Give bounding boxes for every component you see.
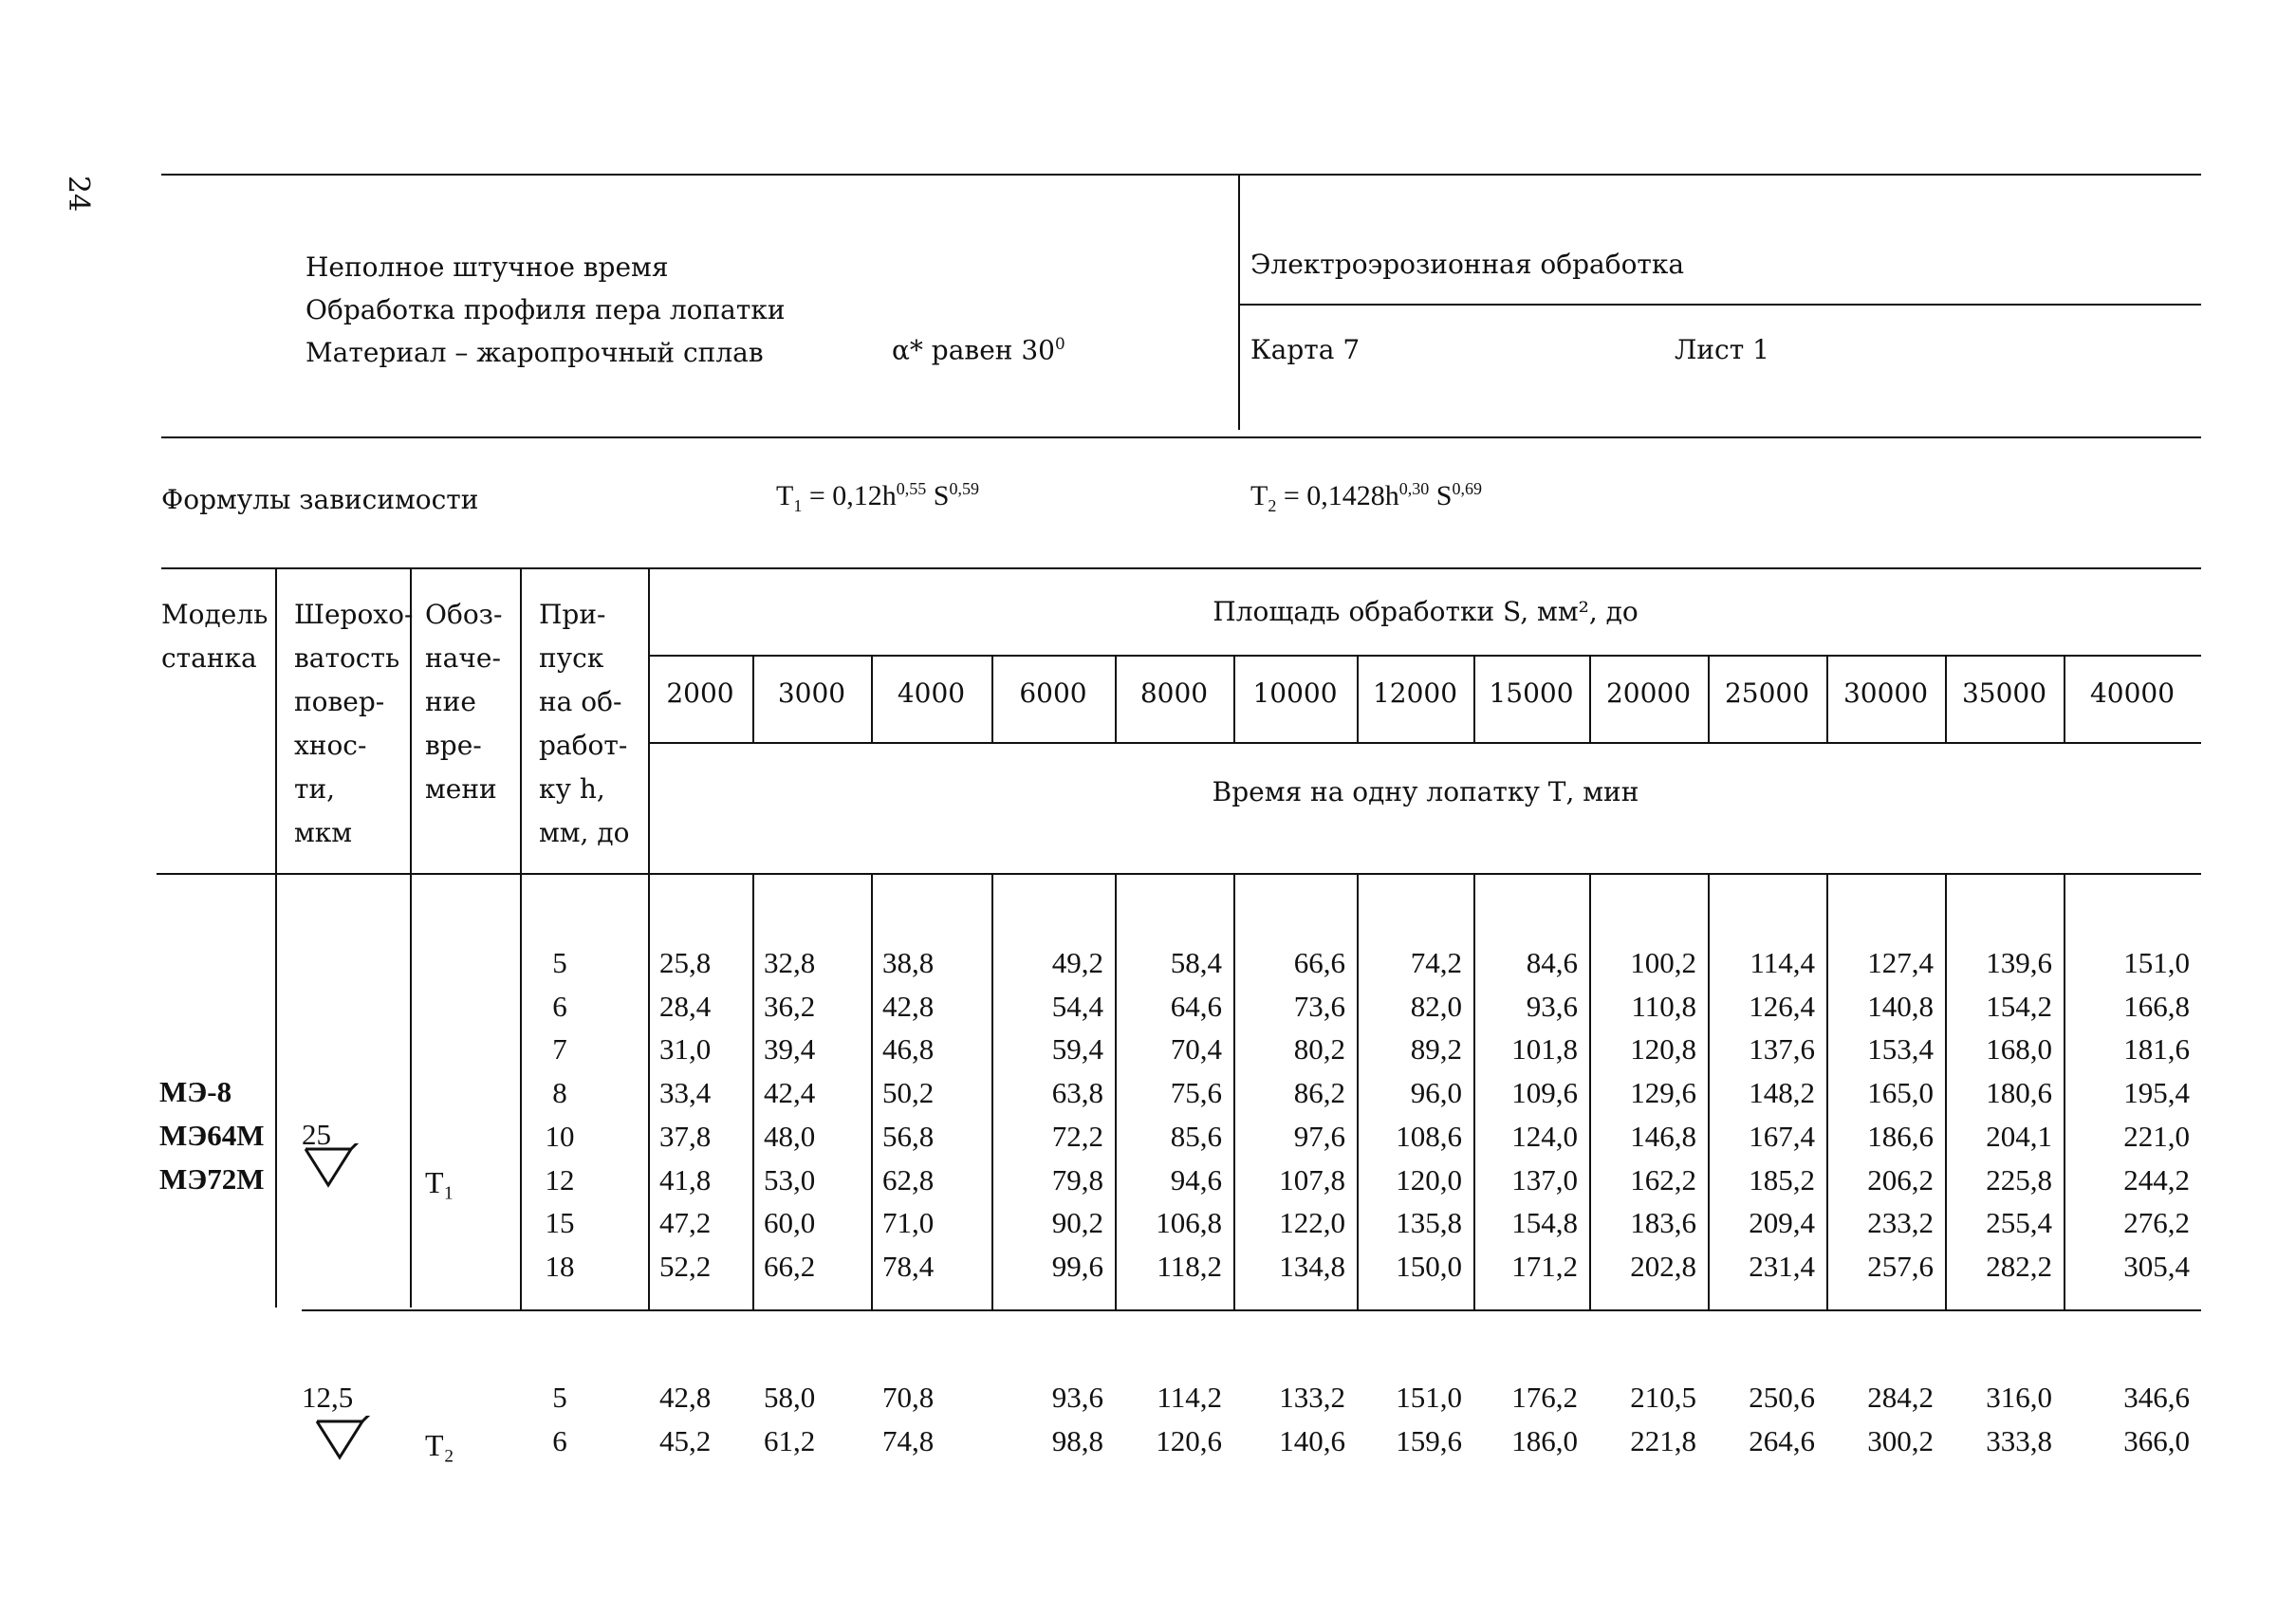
group1-time-cell: 126,4 xyxy=(1749,989,1815,1023)
formula-t1-base: T xyxy=(776,480,794,511)
group1-time-cell: 78,4 xyxy=(882,1249,935,1283)
group2-time-cell: 133,2 xyxy=(1279,1381,1345,1414)
group1-time-cell: 73,6 xyxy=(1293,989,1345,1023)
group1-time-cell: 153,4 xyxy=(1867,1032,1934,1067)
group1-time-cell: 52,2 xyxy=(659,1249,712,1283)
area-col-header: 3000 xyxy=(777,677,846,709)
area-col-header: 2000 xyxy=(666,677,734,709)
col-header-model: Модель станка xyxy=(161,599,268,674)
body-col-line xyxy=(871,873,873,1309)
col-header-roughness: Шерохо- ватость повер- хнос- ти, мкм xyxy=(294,599,414,848)
group1-time-cell: 66,6 xyxy=(1293,946,1345,979)
machine-model-3: МЭ72М xyxy=(159,1162,265,1196)
time-header: Время на одну лопатку Т, мин xyxy=(1212,776,1639,807)
group1-time-cell: 70,4 xyxy=(1170,1032,1222,1067)
group1-time-cell: 139,6 xyxy=(1986,946,2052,979)
group-separator-rule xyxy=(302,1309,2201,1311)
page-number: 24 xyxy=(62,176,95,213)
formula-t1 xyxy=(776,479,979,516)
group1-time-cell: 167,4 xyxy=(1749,1119,1815,1153)
group1-allowance-cell: 6 xyxy=(552,989,567,1023)
alpha-note-text: α* равен 30 xyxy=(892,334,1055,366)
group2-time-cell: 120,6 xyxy=(1156,1424,1222,1457)
header-right-rule xyxy=(1238,304,2201,306)
group1-time-cell: 137,6 xyxy=(1749,1032,1815,1067)
group1-time-cell: 282,2 xyxy=(1986,1249,2052,1283)
area-col-header: 25000 xyxy=(1724,677,1810,709)
process-title: Электроэрозионная обработка xyxy=(1250,249,1685,280)
group2-time-cell: 210,5 xyxy=(1630,1381,1696,1414)
group2-time-cell: 284,2 xyxy=(1867,1381,1934,1414)
group1-time-cell: 127,4 xyxy=(1867,946,1934,979)
group1-time-cell: 82,0 xyxy=(1410,989,1462,1023)
group1-time-cell: 154,8 xyxy=(1511,1206,1578,1240)
group1-allowance-cell: 8 xyxy=(552,1076,567,1110)
group2-time-cell: 176,2 xyxy=(1511,1381,1578,1414)
group1-time-cell: 54,4 xyxy=(1051,989,1103,1023)
formulas-label: Формулы зависимости xyxy=(161,484,479,515)
group1-time-cell: 39,4 xyxy=(764,1032,816,1067)
group1-time-cell: 180,6 xyxy=(1986,1076,2052,1110)
group2-time-cell: 333,8 xyxy=(1986,1424,2052,1457)
group2-allowance-cell: 6 xyxy=(552,1424,567,1457)
group1-time-cell: 181,6 xyxy=(2123,1032,2190,1067)
group1-time-cell: 195,4 xyxy=(2123,1076,2190,1110)
group1-time-cell: 150,0 xyxy=(1396,1249,1462,1283)
group1-time-cell: 28,4 xyxy=(659,989,712,1023)
group1-time-cell: 183,6 xyxy=(1630,1206,1696,1240)
group1-time-cell: 53,0 xyxy=(764,1162,816,1197)
alpha-note xyxy=(892,334,1065,365)
group1-time-cell: 185,2 xyxy=(1749,1162,1815,1197)
group1-time-cell: 84,6 xyxy=(1526,946,1578,979)
group1-time-cell: 36,2 xyxy=(764,989,816,1023)
formula-t2-expr: = 0,1428h xyxy=(1276,480,1399,511)
group1-time-cell: 114,4 xyxy=(1750,946,1815,979)
group1-time-cell: 72,2 xyxy=(1051,1119,1103,1153)
group1-time-cell: 90,2 xyxy=(1051,1206,1103,1240)
group1-time-cell: 96,0 xyxy=(1410,1076,1462,1110)
area-col-header: 10000 xyxy=(1252,677,1338,709)
alpha-note-degree: 0 xyxy=(1054,334,1065,353)
group2-time-cell: 61,2 xyxy=(764,1424,816,1457)
card-number: Карта 7 xyxy=(1250,334,1361,365)
group1-time-cell: 58,4 xyxy=(1170,946,1222,979)
group1-time-cell: 120,8 xyxy=(1630,1032,1696,1067)
area-col-header: 4000 xyxy=(897,677,966,709)
time-symbol-2: T₂ xyxy=(425,1428,454,1462)
group2-time-cell: 42,8 xyxy=(659,1381,712,1414)
formula-t2-base: T xyxy=(1250,480,1268,511)
body-col-line xyxy=(1708,873,1710,1309)
group1-time-cell: 129,6 xyxy=(1630,1076,1696,1110)
group1-time-cell: 31,0 xyxy=(659,1032,712,1067)
group1-time-cell: 56,8 xyxy=(882,1119,935,1153)
group1-time-cell: 148,2 xyxy=(1749,1076,1815,1110)
group1-allowance-cell: 10 xyxy=(545,1119,575,1153)
roughness-value-1: 25 xyxy=(302,1118,331,1151)
group1-time-cell: 305,4 xyxy=(2123,1249,2190,1283)
group1-time-cell: 109,6 xyxy=(1511,1076,1578,1110)
group1-time-cell: 110,8 xyxy=(1631,989,1696,1023)
group1-time-cell: 32,8 xyxy=(764,946,816,979)
group1-time-cell: 107,8 xyxy=(1279,1162,1345,1197)
group1-time-cell: 86,2 xyxy=(1293,1076,1345,1110)
group1-time-cell: 233,2 xyxy=(1867,1206,1934,1240)
group1-time-cell: 221,0 xyxy=(2123,1119,2190,1153)
formula-t1-exp-h: 0,55 xyxy=(896,479,927,498)
group1-time-cell: 74,2 xyxy=(1410,946,1462,979)
group2-time-cell: 300,2 xyxy=(1867,1424,1934,1457)
group1-time-cell: 101,8 xyxy=(1511,1032,1578,1067)
roughness-value-2: 12,5 xyxy=(302,1381,354,1414)
area-values-rule xyxy=(650,742,2201,744)
group2-time-cell: 140,6 xyxy=(1279,1424,1345,1457)
group1-time-cell: 134,8 xyxy=(1279,1249,1345,1283)
machine-model-2: МЭ64М xyxy=(159,1119,265,1152)
body-col-line xyxy=(1945,873,1947,1309)
group1-time-cell: 137,0 xyxy=(1511,1162,1578,1197)
area-col-header: 35000 xyxy=(1961,677,2047,709)
formula-t1-expr: = 0,12h xyxy=(802,480,897,511)
formula-t1-exp-s: 0,59 xyxy=(949,479,979,498)
body-col-line xyxy=(991,873,993,1309)
formula-t2-sub: 2 xyxy=(1268,496,1277,515)
group2-time-cell: 346,6 xyxy=(2123,1381,2190,1414)
group1-allowance-cell: 12 xyxy=(545,1162,575,1197)
group2-allowance-cell: 5 xyxy=(552,1381,567,1414)
group1-time-cell: 204,1 xyxy=(1986,1119,2052,1153)
table-top-rule xyxy=(161,567,2201,569)
group1-time-cell: 202,8 xyxy=(1630,1249,1696,1283)
time-symbol-1: T₁ xyxy=(425,1165,454,1199)
group1-time-cell: 25,8 xyxy=(659,946,712,979)
area-col-header: 12000 xyxy=(1372,677,1458,709)
area-col-header: 20000 xyxy=(1605,677,1692,709)
group2-time-cell: 93,6 xyxy=(1051,1381,1103,1414)
group1-time-cell: 66,2 xyxy=(764,1249,816,1283)
body-col-line xyxy=(752,873,754,1309)
group1-time-cell: 80,2 xyxy=(1293,1032,1345,1067)
header-line-3: Материал – жаропрочный сплав xyxy=(306,337,764,368)
group1-time-cell: 171,2 xyxy=(1511,1249,1578,1283)
group1-time-cell: 64,6 xyxy=(1170,989,1222,1023)
body-col-line xyxy=(1473,873,1475,1309)
formula-t2 xyxy=(1250,479,1482,516)
group2-time-cell: 74,8 xyxy=(882,1424,935,1457)
group2-time-cell: 186,0 xyxy=(1511,1424,1578,1457)
group1-time-cell: 209,4 xyxy=(1749,1206,1815,1240)
formula-t2-exp-h: 0,30 xyxy=(1398,479,1430,498)
group1-time-cell: 42,8 xyxy=(882,989,935,1023)
group1-time-cell: 94,6 xyxy=(1170,1162,1222,1197)
group1-time-cell: 122,0 xyxy=(1279,1206,1345,1240)
group2-time-cell: 366,0 xyxy=(2123,1424,2190,1457)
group1-time-cell: 162,2 xyxy=(1630,1162,1696,1197)
machine-model-1: МЭ-8 xyxy=(159,1075,232,1108)
group1-time-cell: 244,2 xyxy=(2123,1162,2190,1197)
group1-time-cell: 99,6 xyxy=(1051,1249,1103,1283)
group1-time-cell: 38,8 xyxy=(882,946,935,979)
body-col-line xyxy=(2064,873,2065,1309)
group2-time-cell: 250,6 xyxy=(1749,1381,1815,1414)
formula-t2-s: S xyxy=(1429,480,1453,511)
body-col-line xyxy=(1357,873,1359,1309)
group1-time-cell: 97,6 xyxy=(1293,1119,1345,1153)
group1-time-cell: 47,2 xyxy=(659,1206,712,1240)
group1-time-cell: 257,6 xyxy=(1867,1249,1934,1283)
group1-time-cell: 71,0 xyxy=(882,1206,935,1240)
body-col-line xyxy=(1115,873,1117,1309)
group2-time-cell: 159,6 xyxy=(1396,1424,1462,1457)
area-col-header: 6000 xyxy=(1019,677,1087,709)
group1-time-cell: 166,8 xyxy=(2123,989,2190,1023)
col-line-desig xyxy=(520,567,522,1309)
area-col-header: 30000 xyxy=(1842,677,1929,709)
col-header-designation: Обоз- наче- ние вре- мени xyxy=(425,599,503,805)
group2-time-cell: 316,0 xyxy=(1986,1381,2052,1414)
group1-time-cell: 154,2 xyxy=(1986,989,2052,1023)
roughness-triangle-icon xyxy=(302,1143,370,1191)
group1-time-cell: 120,0 xyxy=(1396,1162,1462,1197)
group2-time-cell: 70,8 xyxy=(882,1381,935,1414)
body-col-line xyxy=(1233,873,1235,1309)
area-col-header: 8000 xyxy=(1139,677,1209,709)
header-line-2: Обработка профиля пера лопатки xyxy=(306,294,786,325)
group1-time-cell: 140,8 xyxy=(1867,989,1934,1023)
formula-t1-s: S xyxy=(926,480,950,511)
area-col-header: 40000 xyxy=(2089,677,2176,709)
group1-time-cell: 79,8 xyxy=(1051,1162,1103,1197)
group1-time-cell: 37,8 xyxy=(659,1119,712,1153)
group1-time-cell: 231,4 xyxy=(1749,1249,1815,1283)
area-col-header: 15000 xyxy=(1489,677,1574,709)
group1-time-cell: 255,4 xyxy=(1986,1206,2052,1240)
group1-time-cell: 186,6 xyxy=(1867,1119,1934,1153)
header-line-1: Неполное штучное время xyxy=(306,251,669,283)
group2-time-cell: 58,0 xyxy=(764,1381,816,1414)
group2-time-cell: 151,0 xyxy=(1396,1381,1462,1414)
body-col-line xyxy=(1589,873,1591,1309)
formula-t2-exp-s: 0,69 xyxy=(1452,479,1482,498)
group2-time-cell: 264,6 xyxy=(1749,1424,1815,1457)
group1-time-cell: 85,6 xyxy=(1170,1119,1222,1153)
group1-allowance-cell: 18 xyxy=(545,1249,575,1283)
col-line-model xyxy=(275,567,277,1308)
body-col-line xyxy=(1826,873,1828,1309)
group1-time-cell: 100,2 xyxy=(1630,946,1696,979)
group1-allowance-cell: 5 xyxy=(552,946,567,979)
area-header: Площадь обработки S, мм², до xyxy=(1213,596,1639,627)
group1-time-cell: 135,8 xyxy=(1396,1206,1462,1240)
group1-time-cell: 89,2 xyxy=(1410,1032,1462,1067)
group1-time-cell: 62,8 xyxy=(882,1162,935,1197)
group2-time-cell: 221,8 xyxy=(1630,1424,1696,1457)
roughness-triangle-icon-2 xyxy=(313,1416,381,1463)
header-divider xyxy=(1238,174,1240,430)
group1-time-cell: 48,0 xyxy=(764,1119,816,1153)
group1-time-cell: 46,8 xyxy=(882,1032,935,1067)
formula-t1-sub: 1 xyxy=(793,496,803,515)
group1-time-cell: 106,8 xyxy=(1156,1206,1222,1240)
header-body-rule xyxy=(157,873,2201,875)
group1-time-cell: 108,6 xyxy=(1396,1119,1462,1153)
group1-time-cell: 41,8 xyxy=(659,1162,712,1197)
group1-time-cell: 59,4 xyxy=(1051,1032,1103,1067)
group1-time-cell: 206,2 xyxy=(1867,1162,1934,1197)
col-header-allowance: При- пуск на об- работ- ку h, мм, до xyxy=(539,599,630,848)
group2-time-cell: 98,8 xyxy=(1051,1424,1103,1457)
group1-time-cell: 146,8 xyxy=(1630,1119,1696,1153)
group1-time-cell: 42,4 xyxy=(764,1076,816,1110)
sheet-number: Лист 1 xyxy=(1675,334,1769,365)
group1-allowance-cell: 7 xyxy=(552,1032,567,1067)
group2-time-cell: 45,2 xyxy=(659,1424,712,1457)
group1-allowance-cell: 15 xyxy=(545,1206,575,1240)
group1-time-cell: 33,4 xyxy=(659,1076,712,1110)
group1-time-cell: 118,2 xyxy=(1157,1249,1222,1283)
group1-time-cell: 225,8 xyxy=(1986,1162,2052,1197)
group1-time-cell: 124,0 xyxy=(1511,1119,1578,1153)
group1-time-cell: 165,0 xyxy=(1867,1076,1934,1110)
group1-time-cell: 93,6 xyxy=(1526,989,1578,1023)
group1-time-cell: 60,0 xyxy=(764,1206,816,1240)
header-top-rule xyxy=(161,174,2201,176)
group1-time-cell: 49,2 xyxy=(1051,946,1103,979)
group1-time-cell: 168,0 xyxy=(1986,1032,2052,1067)
group1-time-cell: 75,6 xyxy=(1170,1076,1222,1110)
group1-time-cell: 276,2 xyxy=(2123,1206,2190,1240)
group1-time-cell: 50,2 xyxy=(882,1076,935,1110)
group2-time-cell: 114,2 xyxy=(1157,1381,1222,1414)
group1-time-cell: 151,0 xyxy=(2123,946,2190,979)
header-bottom-rule xyxy=(161,436,2201,438)
group1-time-cell: 63,8 xyxy=(1051,1076,1103,1110)
